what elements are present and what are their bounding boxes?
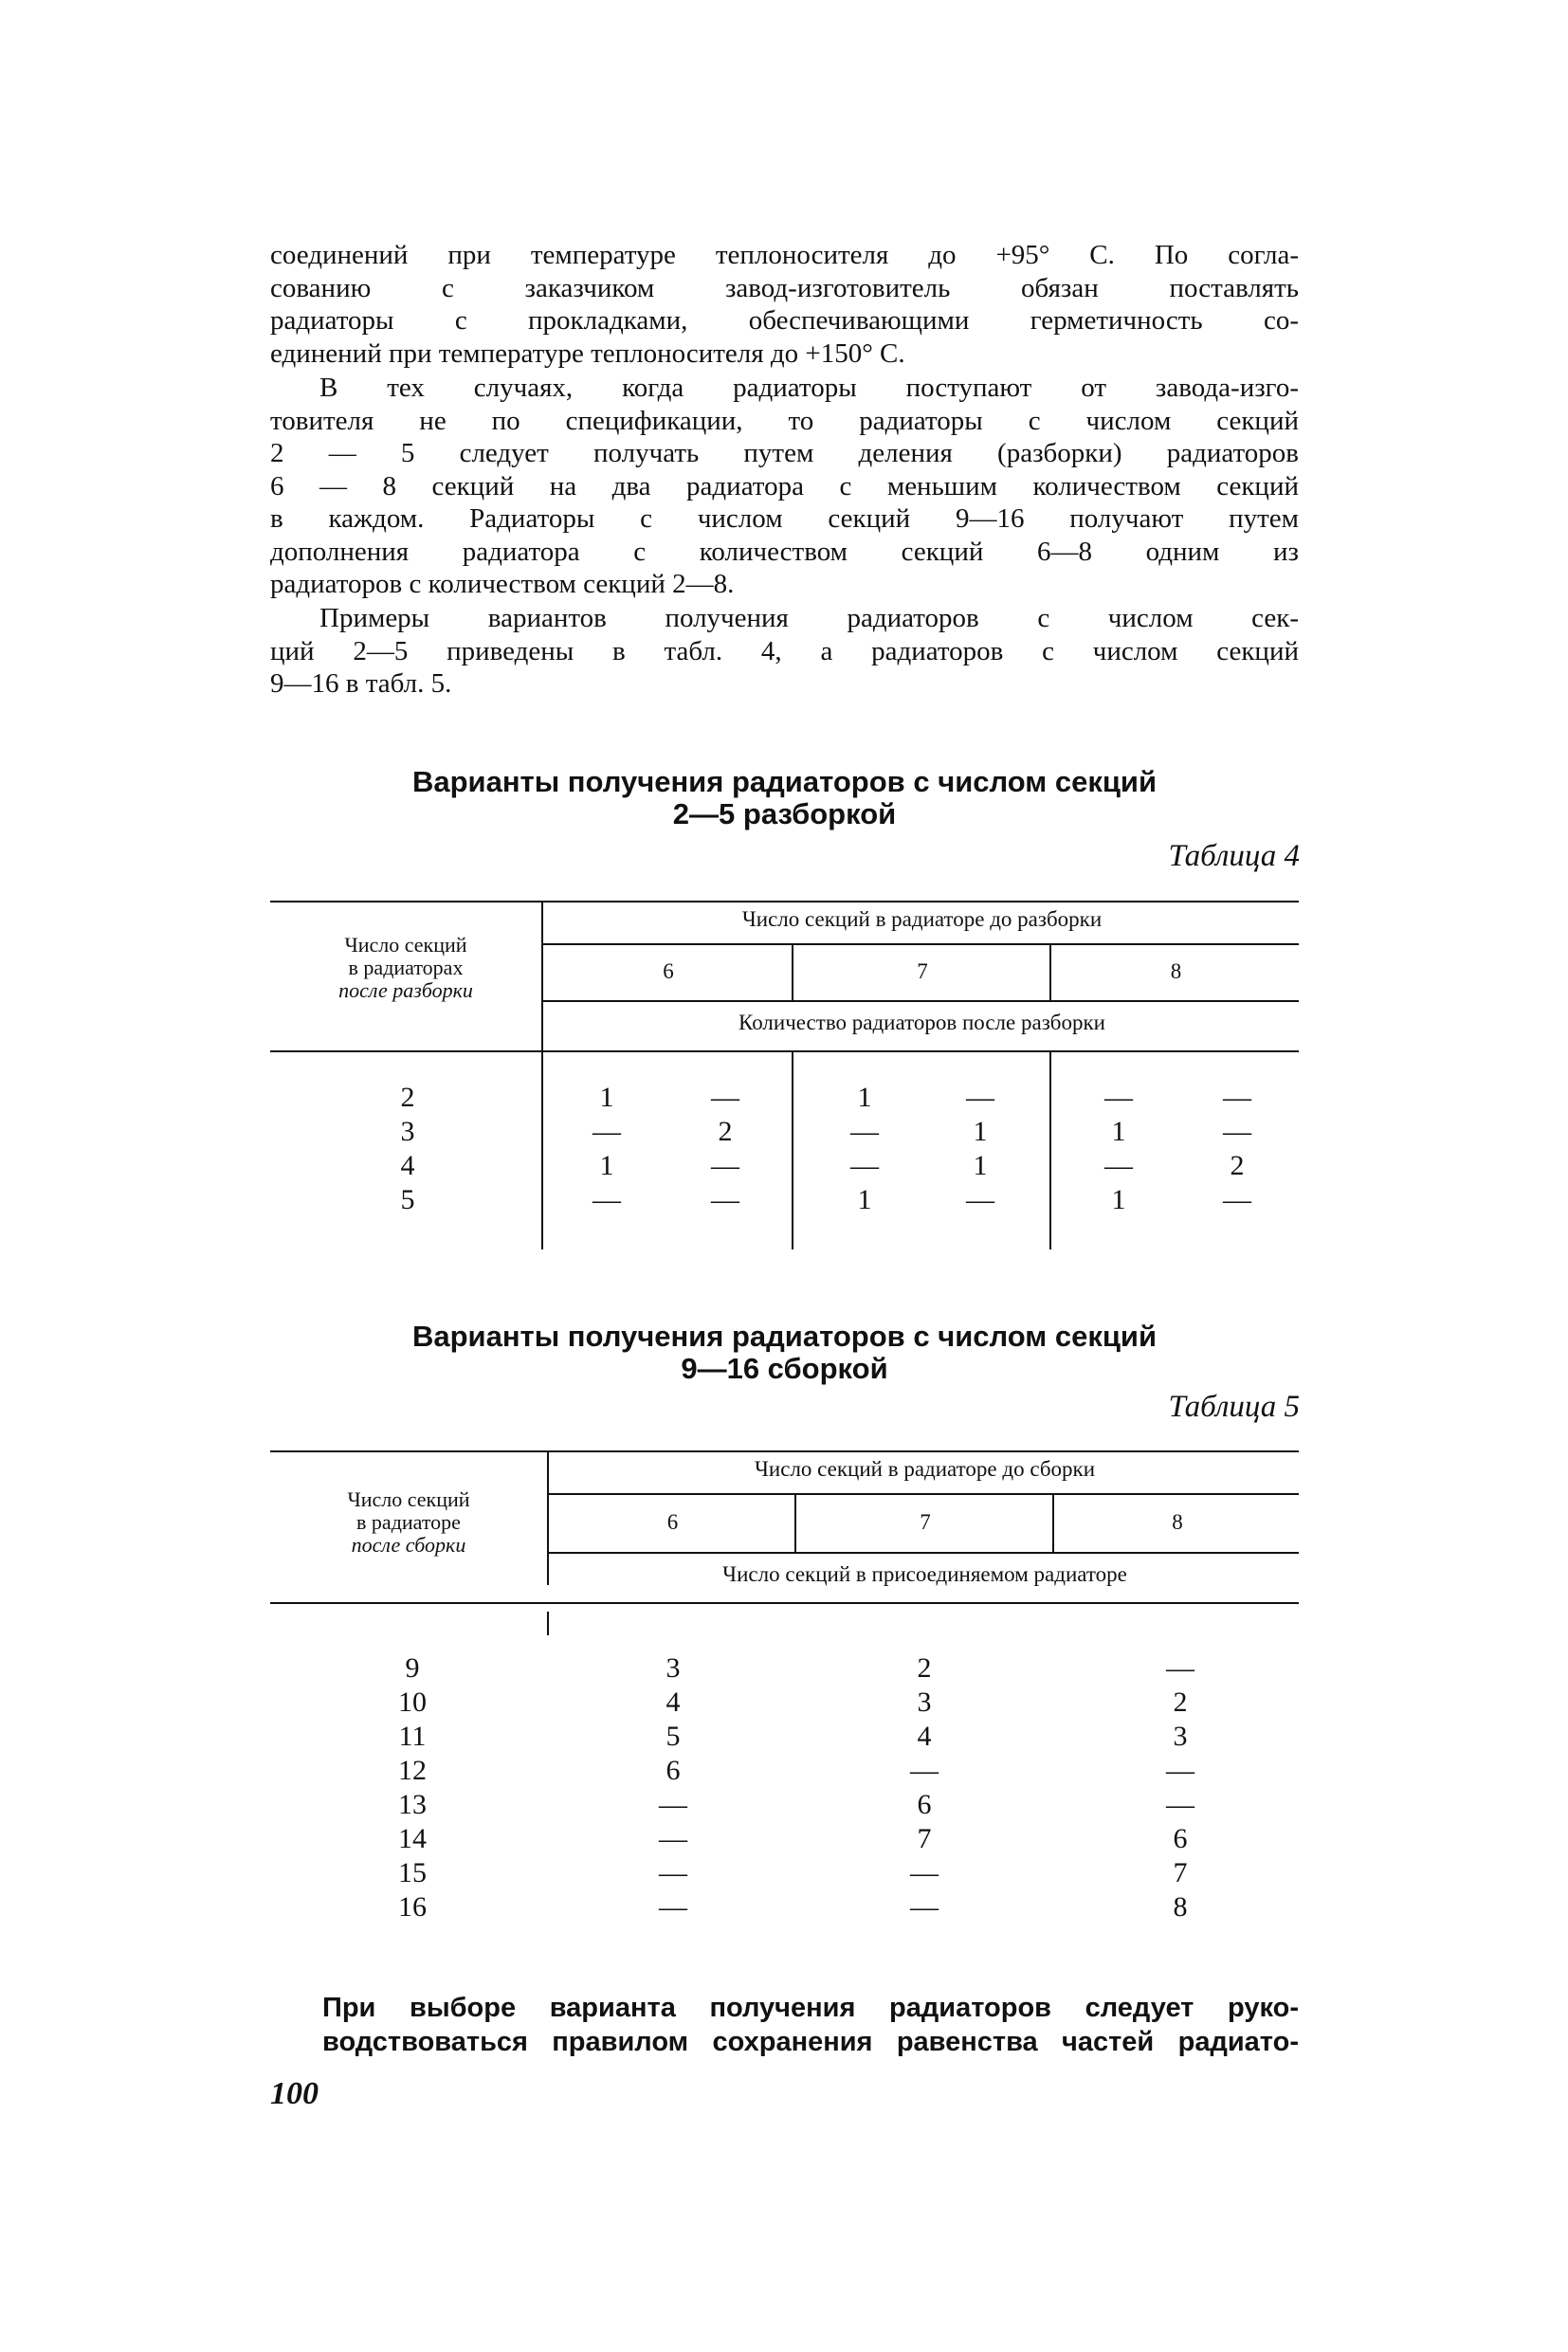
table4-group-divider bbox=[1049, 1050, 1051, 1249]
table5-cell: 6 bbox=[665, 1755, 681, 1786]
table4-title-line: 2—5 разборкой bbox=[672, 797, 897, 830]
table4-group-header: 8 bbox=[1170, 959, 1182, 983]
table5-cell: 5 bbox=[665, 1721, 681, 1752]
table4-cell: — bbox=[711, 1150, 739, 1181]
table5-top-header: Число секций в радиаторе до сборки bbox=[754, 1457, 1095, 1481]
table5-group-divider bbox=[794, 1493, 796, 1552]
table5-cell: 3 bbox=[1173, 1721, 1188, 1752]
stub-header-line: в радиаторах bbox=[348, 956, 464, 979]
table4-cell: — bbox=[593, 1116, 621, 1147]
table4-group-divider bbox=[1049, 943, 1051, 1000]
closing-paragraph bbox=[322, 1991, 1299, 2059]
table4-stub-header bbox=[275, 934, 537, 1002]
table4-title bbox=[270, 766, 1299, 830]
paragraph-line: 2 — 5 следует получать путем деления (разборки) радиаторов bbox=[270, 438, 1299, 468]
paragraph-line: ций 2—5 приведены в табл. 4, а радиаторов с числом секций bbox=[270, 635, 1299, 666]
table5-stub-divider bbox=[547, 1612, 549, 1635]
paragraph-line: 6 — 8 секций на два радиатора с меньшим количеством секций bbox=[270, 470, 1299, 501]
page-number: 100 bbox=[270, 2076, 319, 2111]
table5-cell: — bbox=[910, 1891, 939, 1923]
table4-row-label: 5 bbox=[400, 1184, 415, 1215]
table4-cell: — bbox=[850, 1116, 879, 1147]
table5-body-rule bbox=[270, 1602, 1299, 1604]
table5-group-divider bbox=[1052, 1493, 1054, 1552]
table5-cell: 7 bbox=[1173, 1857, 1188, 1888]
table5-cell: 6 bbox=[1173, 1823, 1188, 1854]
table5-cell: — bbox=[1166, 1652, 1194, 1684]
stub-header-line: в радиаторе bbox=[356, 1510, 461, 1534]
table5-cell: 8 bbox=[1173, 1891, 1188, 1923]
table5-header-rule bbox=[547, 1493, 1299, 1495]
table5-stub-divider bbox=[547, 1450, 549, 1585]
table5-cell: 2 bbox=[917, 1652, 932, 1684]
paragraph-line: единений при температуре теплоносителя до +150° С. bbox=[270, 337, 905, 369]
table5-cell: — bbox=[659, 1823, 687, 1854]
table4-header-rule bbox=[541, 1000, 1299, 1002]
stub-header-line: после разборки bbox=[338, 978, 473, 1002]
table5-label: Таблица 5 bbox=[1168, 1390, 1300, 1424]
paragraph-line: Примеры вариантов получения радиаторов с числом сек- bbox=[319, 603, 1299, 633]
table4-cell: — bbox=[1223, 1184, 1251, 1215]
table5-row-label: 16 bbox=[398, 1891, 427, 1923]
paragraph-line: дополнения радиатора с количеством секций 6—8 одним из bbox=[270, 536, 1299, 567]
paragraph-line: водствоваться правилом сохранения равенства частей радиато- bbox=[322, 2027, 1299, 2057]
table4-cell: — bbox=[1223, 1082, 1251, 1113]
table4-group-header: 7 bbox=[917, 959, 928, 983]
stub-header-line: после сборки bbox=[351, 1533, 466, 1557]
table4-cell: — bbox=[593, 1184, 621, 1215]
table5-title-line: 9—16 сборкой bbox=[681, 1352, 888, 1385]
paragraph-2 bbox=[270, 372, 1299, 601]
stub-header-line: Число секций bbox=[347, 1487, 470, 1511]
table4-cell: — bbox=[711, 1184, 739, 1215]
table4-title-line: Варианты получения радиаторов с числом секций bbox=[411, 765, 1158, 798]
table5-row-label: 13 bbox=[398, 1789, 427, 1820]
table5-cell: 4 bbox=[665, 1687, 681, 1718]
paragraph-line: 9—16 в табл. 5. bbox=[270, 668, 452, 699]
table4-cell: — bbox=[1104, 1082, 1133, 1113]
table5-cell: 3 bbox=[917, 1687, 932, 1718]
table5-cell: 3 bbox=[665, 1652, 681, 1684]
paragraph-line: При выборе варианта получения радиаторов следует руко- bbox=[322, 1993, 1299, 2023]
table4-cell: 1 bbox=[599, 1082, 614, 1113]
table5-stub-header bbox=[275, 1488, 542, 1557]
stub-header-line: Число секций bbox=[344, 933, 467, 957]
table4-stub-divider bbox=[541, 901, 543, 1249]
table4-group-divider bbox=[792, 1050, 793, 1249]
table4-cell: 1 bbox=[857, 1082, 872, 1113]
paragraph-line: в каждом. Радиаторы с числом секций 9—16 получают путем bbox=[270, 503, 1299, 534]
table4-cell: 2 bbox=[1230, 1150, 1245, 1181]
table4-cell: — bbox=[966, 1184, 994, 1215]
table4-cell: 1 bbox=[1111, 1184, 1126, 1215]
table4-sub-header: Количество радиаторов после разборки bbox=[738, 1011, 1105, 1034]
table5-cell: — bbox=[1166, 1755, 1194, 1786]
table4-top-rule bbox=[270, 901, 1299, 903]
table4-label: Таблица 4 bbox=[1168, 839, 1300, 873]
table5-cell: — bbox=[659, 1857, 687, 1888]
table5-row-label: 14 bbox=[398, 1823, 427, 1854]
paragraph-line: сованию с заказчиком завод-изготовитель обязан поставлять bbox=[270, 272, 1299, 303]
table4-row-label: 3 bbox=[400, 1116, 415, 1147]
table4-cell: 1 bbox=[857, 1184, 872, 1215]
table5-cell: — bbox=[1166, 1789, 1194, 1820]
table5-group-header: 6 bbox=[666, 1510, 679, 1534]
paragraph-line: товителя не по спецификации, то радиаторы с числом секций bbox=[270, 405, 1299, 436]
table4-row-label: 2 bbox=[400, 1082, 415, 1113]
paragraph-line: В тех случаях, когда радиаторы поступают от завода-изго- bbox=[319, 373, 1299, 403]
table5-row-label: 12 bbox=[398, 1755, 427, 1786]
paragraph-1 bbox=[270, 239, 1299, 370]
table4-cell: 1 bbox=[973, 1116, 988, 1147]
table5-top-rule bbox=[270, 1450, 1299, 1452]
table5-cell: 2 bbox=[1173, 1687, 1188, 1718]
table4-cell: 2 bbox=[718, 1116, 733, 1147]
table5-header-rule bbox=[547, 1552, 1299, 1554]
paragraph-line: радиаторов с количеством секций 2—8. bbox=[270, 569, 735, 599]
table4-group-divider bbox=[792, 943, 793, 1000]
table5-title bbox=[270, 1321, 1299, 1385]
paragraph-line: радиаторы с прокладками, обеспечивающими герметичность со- bbox=[270, 305, 1299, 336]
table4-cell: 1 bbox=[1111, 1116, 1126, 1147]
table4-cell: — bbox=[1223, 1116, 1251, 1147]
table5-cell: — bbox=[910, 1755, 939, 1786]
table4-group-header: 6 bbox=[663, 959, 674, 983]
table5-row-label: 10 bbox=[398, 1687, 427, 1718]
table5-group-header: 8 bbox=[1172, 1510, 1183, 1534]
table5-cell: — bbox=[659, 1891, 687, 1923]
table4-header-rule bbox=[541, 943, 1299, 945]
table5-title-line: Варианты получения радиаторов с числом секций bbox=[411, 1320, 1158, 1353]
table4-cell: — bbox=[850, 1150, 879, 1181]
table4-cell: — bbox=[711, 1082, 739, 1113]
table5-row-label: 9 bbox=[405, 1652, 420, 1684]
paragraph-line: соединений при температуре теплоносителя до +95° С. По согла- bbox=[270, 240, 1299, 270]
table4-top-header: Число секций в радиаторе до разборки bbox=[741, 907, 1103, 931]
table4-cell: — bbox=[1104, 1150, 1133, 1181]
table4-body-rule bbox=[270, 1050, 1299, 1052]
table5-cell: 6 bbox=[917, 1789, 932, 1820]
table5-cell: 4 bbox=[917, 1721, 932, 1752]
table5-cell: 7 bbox=[917, 1823, 932, 1854]
table4-row-label: 4 bbox=[400, 1150, 415, 1181]
table5-row-label: 11 bbox=[398, 1721, 427, 1752]
table5-cell: — bbox=[910, 1857, 939, 1888]
paragraph-3 bbox=[270, 602, 1299, 701]
table4-cell: 1 bbox=[973, 1150, 988, 1181]
table4-cell: — bbox=[966, 1082, 994, 1113]
table4-cell: 1 bbox=[599, 1150, 614, 1181]
table5-row-label: 15 bbox=[398, 1857, 427, 1888]
table5-cell: — bbox=[659, 1789, 687, 1820]
table5-sub-header: Число секций в присоединяемом радиаторе bbox=[722, 1562, 1127, 1586]
table5-group-header: 7 bbox=[920, 1510, 931, 1534]
